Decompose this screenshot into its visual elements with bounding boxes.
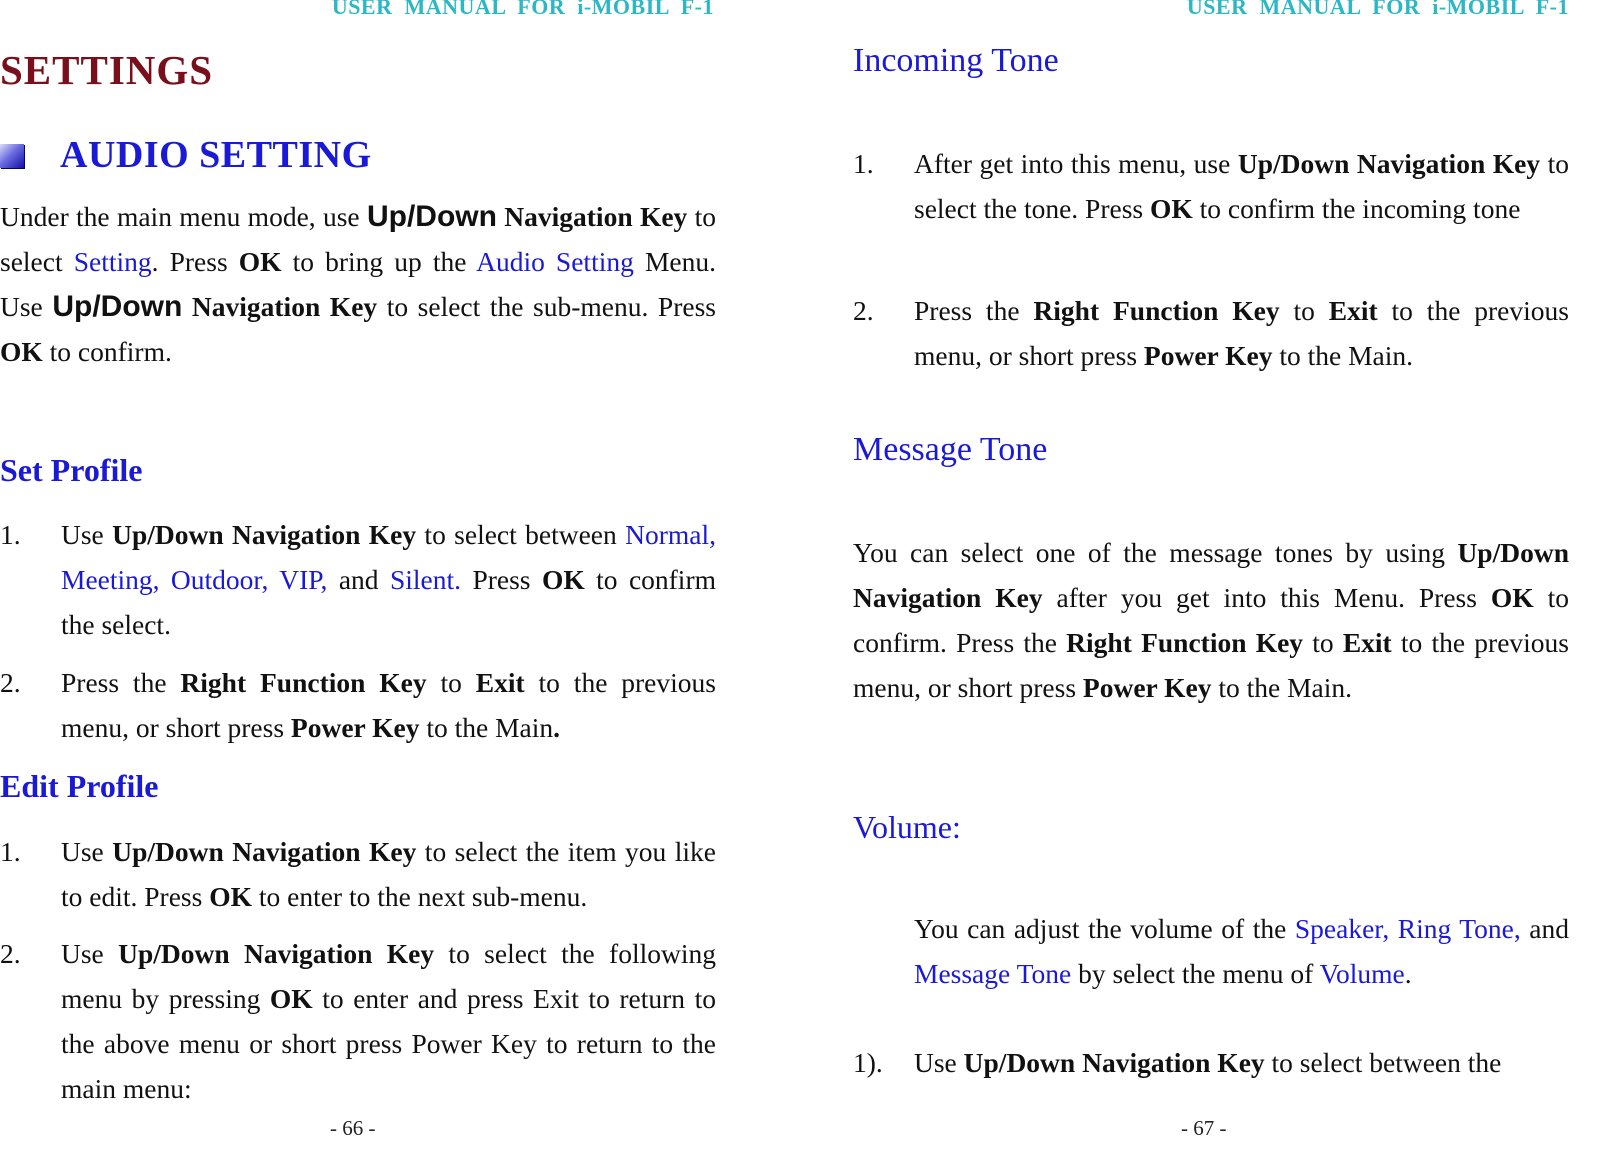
edit-profile-heading: Edit Profile [0, 768, 159, 804]
list-item: 1. After get into this menu, use Up/Down Navigation Key to select the tone. Press OK to confirm the incoming tone [853, 148, 1570, 224]
intro-paragraph: Under the main menu mode, use Up/Down Navigation Key to select Setting. Press OK to bring up the Audio Setting Menu. Use Up/Down Navigation Key to select the sub-menu. Press OK to confirm. [0, 200, 717, 367]
square-bullet-icon [0, 144, 24, 168]
chapter-title: SETTINGS [0, 47, 214, 93]
running-header: USER MANUAL FOR i-MOBIL F-1 [331, 0, 714, 19]
set-profile-heading: Set Profile [0, 452, 143, 488]
incoming-tone-heading: Incoming Tone [853, 42, 1059, 79]
list-item: 2. Press the Right Function Key to Exit to the previous menu, or short press Power Key to the Main. [0, 667, 716, 743]
running-header: USER MANUAL FOR i-MOBIL F-1 [1186, 0, 1569, 19]
volume-paragraph: You can adjust the volume of the Speaker, Ring Tone, and Message Tone by select the menu of Volume. [914, 913, 1569, 989]
message-tone-heading: Message Tone [853, 431, 1048, 468]
list-item: 1. Use Up/Down Navigation Key to select between Normal, Meeting, Outdoor, VIP, and Silent. Press OK to confirm the select. [0, 519, 716, 640]
page-number: - 66 - [330, 1116, 376, 1140]
message-tone-paragraph: You can select one of the message tones by using Up/Down Navigation Key after you get into this Menu. Press OK to confirm. Press the Right Function Key to Exit to the previous menu, or short press Power Key to the Main. [853, 537, 1569, 703]
page-number: - 67 - [1181, 1116, 1227, 1140]
volume-heading: Volume: [853, 809, 961, 845]
list-item: 1). Use Up/Down Navigation Key to select between the [853, 1047, 1502, 1078]
list-item: 2. Use Up/Down Navigation Key to select the following menu by pressing OK to enter and press Exit to return to the above menu or short press Power Key to return to the main menu: [0, 938, 716, 1104]
right-page [853, 0, 1569, 1168]
left-page [0, 0, 716, 1168]
list-item: 1. Use Up/Down Navigation Key to select the item you like to edit. Press OK to enter to the next sub-menu. [0, 836, 716, 912]
section-title: AUDIO SETTING [60, 134, 372, 176]
list-item: 2. Press the Right Function Key to Exit to the previous menu, or short press Power Key to the Main. [853, 295, 1569, 371]
section-heading [0, 130, 372, 180]
